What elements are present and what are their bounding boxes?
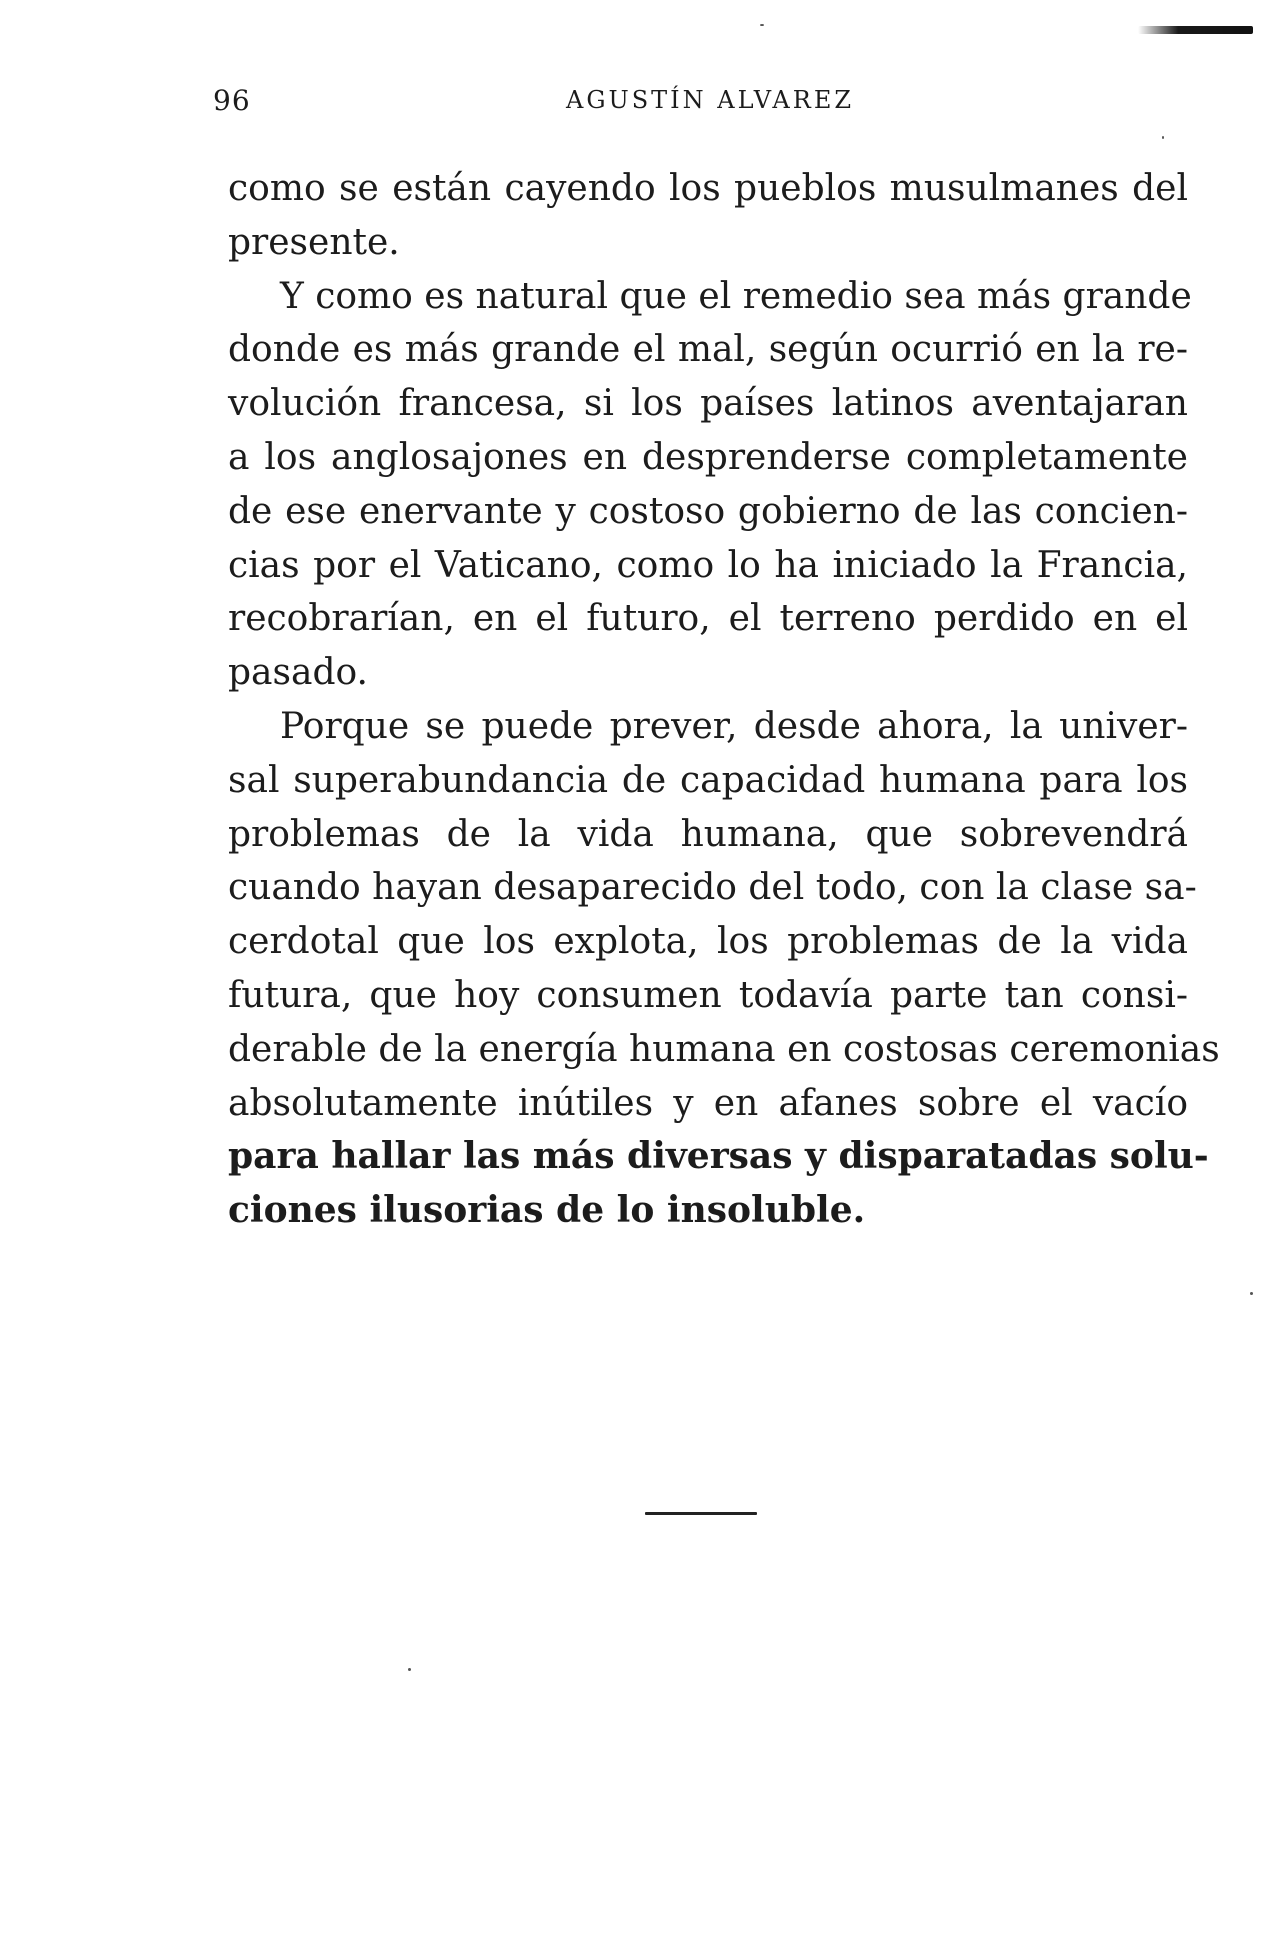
paper-speck <box>408 1668 411 1671</box>
text-line: volución francesa, si los países latinos aventajaran <box>228 383 1188 425</box>
text-line: cuando hayan desaparecido del todo, con la clase sa- <box>228 867 1197 909</box>
text-line: ciones ilusorias de lo insoluble. <box>228 1189 866 1232</box>
text-line: futura, que hoy consumen todavía parte tan consi- <box>228 974 1188 1016</box>
body-text <box>228 162 1220 1238</box>
end-rule <box>645 1512 757 1515</box>
text-line: Porque se puede prever, desde ahora, la univer- <box>280 705 1188 747</box>
text-line: para hallar las más diversas y disparatadas solu- <box>228 1135 1209 1178</box>
running-head: AGUSTÍN ALVAREZ <box>566 86 855 114</box>
text-line: de ese enervante y costoso gobierno de las concien- <box>228 490 1188 532</box>
text-line: cias por el Vaticano, como lo ha iniciado la Francia, <box>228 544 1188 586</box>
paper-speck <box>760 24 764 26</box>
page-header <box>213 84 1193 124</box>
text-line: absolutamente inútiles y en afanes sobre el vacío <box>228 1082 1188 1124</box>
text-line: cerdotal que los explota, los problemas de la vida <box>228 921 1188 963</box>
text-line: recobrarían, en el futuro, el terreno perdido en el <box>228 598 1188 640</box>
text-line: Y como es natural que el remedio sea más grande <box>280 275 1192 317</box>
text-line: derable de la energía humana en costosas ceremonias <box>228 1028 1220 1070</box>
text-line: a los anglosajones en desprenderse completamente <box>228 436 1188 478</box>
text-line: como se están cayendo los pueblos musulmanes del <box>228 168 1188 209</box>
text-line: sal superabundancia de capacidad humana para los <box>228 759 1188 801</box>
paper-speck <box>1162 136 1164 139</box>
text-line: presente. <box>228 221 400 263</box>
paper-speck <box>1250 1292 1253 1295</box>
scan-artifact-mark <box>1138 26 1253 34</box>
text-line: problemas de la vida humana, que sobrevendrá <box>228 813 1188 855</box>
text-line: pasado. <box>228 652 368 694</box>
page-number: 96 <box>213 84 251 117</box>
text-line: donde es más grande el mal, según ocurrió en la re- <box>228 329 1188 371</box>
